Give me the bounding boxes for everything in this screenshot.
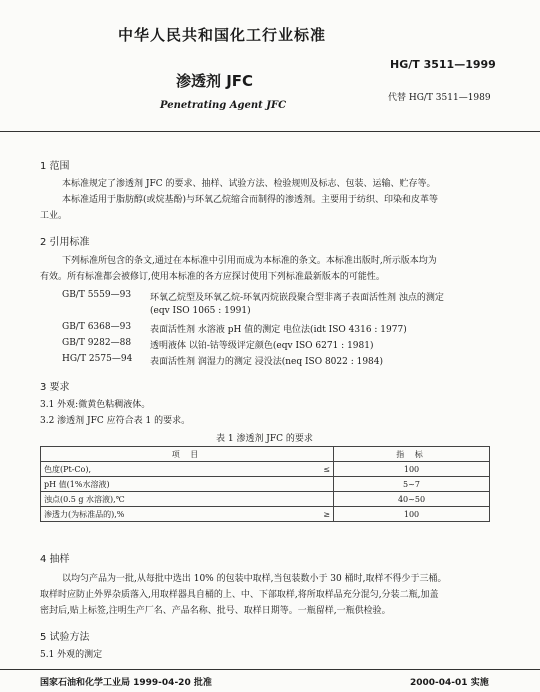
- section-1-heading: 1 范围: [40, 161, 70, 172]
- table-header-row: [41, 447, 490, 462]
- section-4-para-line-1: 以均匀产品为一批,从每批中选出 10% 的包装中取样,当包装数小于 30 桶时,取样不得少于三桶。: [62, 574, 447, 584]
- table-caption: 表 1 渗透剂 JFC 的要求: [216, 434, 313, 444]
- comparison-symbol: [287, 477, 334, 492]
- clause-5-1: 5.1 外观的测定: [40, 650, 103, 660]
- ref-code: GB/T 5559—93: [62, 290, 132, 300]
- table-row: [41, 462, 490, 477]
- footer-rule: [0, 669, 540, 670]
- table-row: [41, 477, 490, 492]
- section-3-heading: 3 要求: [40, 382, 70, 393]
- replaces-standard: 代替 HG/T 3511—1989: [388, 93, 491, 103]
- ref-code: HG/T 2575—94: [62, 354, 133, 364]
- standard-category-title: 中华人民共和国化工行业标准: [118, 26, 327, 44]
- clause-3-2: 3.2 渗透剂 JFC 应符合表 1 的要求。: [40, 416, 191, 426]
- value-cell: 100: [334, 507, 490, 522]
- implementation-date: 2000-04-01 实施: [410, 678, 489, 688]
- comparison-symbol: ≥: [287, 507, 334, 522]
- requirements-table: [40, 446, 490, 522]
- section-1-para-1: 本标准规定了渗透剂 JFC 的要求、抽样、试验方法、检验规则及标志、包装、运输、贮存等。: [62, 179, 436, 189]
- section-1-para-2: 本标准适用于脂肪醇(或烷基酚)与环氧乙烷缩合而制得的渗透剂。主要用于纺织、印染和皮革等: [62, 195, 439, 205]
- value-cell: 5~7: [334, 477, 490, 492]
- table-row: [41, 492, 490, 507]
- item-cell: 色度(Pt-Co),: [41, 462, 288, 477]
- ref-text: 透明液体 以铂-钴等级评定颜色(eqv ISO 6271 : 1981): [150, 341, 374, 351]
- ref-text: 环氧乙烷型及环氧乙烷-环氧丙烷嵌段聚合型非离子表面活性剂 浊点的测定: [150, 293, 444, 303]
- value-cell: 40~50: [334, 492, 490, 507]
- ref-text: 表面活性剂 水溶液 pH 值的测定 电位法(idt ISO 4316 : 1977): [150, 325, 407, 335]
- item-cell: pH 值(1%水溶液): [41, 477, 288, 492]
- header-rule: [0, 131, 540, 132]
- section-2-para-1-cont: 有效。所有标准都会被修订,使用本标准的各方应探讨使用下列标准最新版本的可能性。: [40, 272, 385, 282]
- ref-text: (eqv ISO 1065 : 1991): [150, 306, 251, 316]
- ref-text: 表面活性剂 润湿力的测定 浸没法(neq ISO 8022 : 1984): [150, 357, 384, 367]
- english-title: Penetrating Agent JFC: [160, 100, 287, 111]
- comparison-symbol: ≤: [287, 462, 334, 477]
- approval-line: 国家石油和化学工业局 1999-04-20 批准: [40, 678, 212, 688]
- document-title: 渗透剂 JFC: [176, 72, 254, 90]
- column-header-index: 指 标: [334, 447, 490, 462]
- ref-code: GB/T 9282—88: [62, 338, 132, 348]
- item-cell: 浊点(0.5 g 水溶液),℃: [41, 492, 288, 507]
- table-row: [41, 507, 490, 522]
- clause-3-1: 3.1 外观:微黄色粘稠液体。: [40, 400, 151, 410]
- column-header-item: 项 目: [41, 447, 334, 462]
- section-2-para-1: 下列标准所包含的条文,通过在本标准中引用而成为本标准的条文。本标准出版时,所示版本均为: [62, 256, 437, 266]
- section-4-para-line-3: 密封后,贴上标签,注明生产厂名、产品名称、批号、取样日期等。一瓶留样,一瓶供检验。: [40, 606, 391, 616]
- standard-number: HG/T 3511—1999: [390, 58, 496, 71]
- ref-code: GB/T 6368—93: [62, 322, 132, 332]
- section-2-heading: 2 引用标准: [40, 237, 90, 248]
- item-cell: 渗透力(为标准品的),%: [41, 507, 288, 522]
- value-cell: 100: [334, 462, 490, 477]
- section-5-heading: 5 试验方法: [40, 632, 90, 643]
- comparison-symbol: [287, 492, 334, 507]
- section-1-para-2-cont: 工业。: [40, 211, 68, 221]
- section-4-para-line-2: 取样时应防止外界杂质落入,用取样器具自桶的上、中、下部取样,将所取样品充分混匀,分装二瓶,加盖: [40, 590, 439, 600]
- section-4-heading: 4 抽样: [40, 554, 70, 565]
